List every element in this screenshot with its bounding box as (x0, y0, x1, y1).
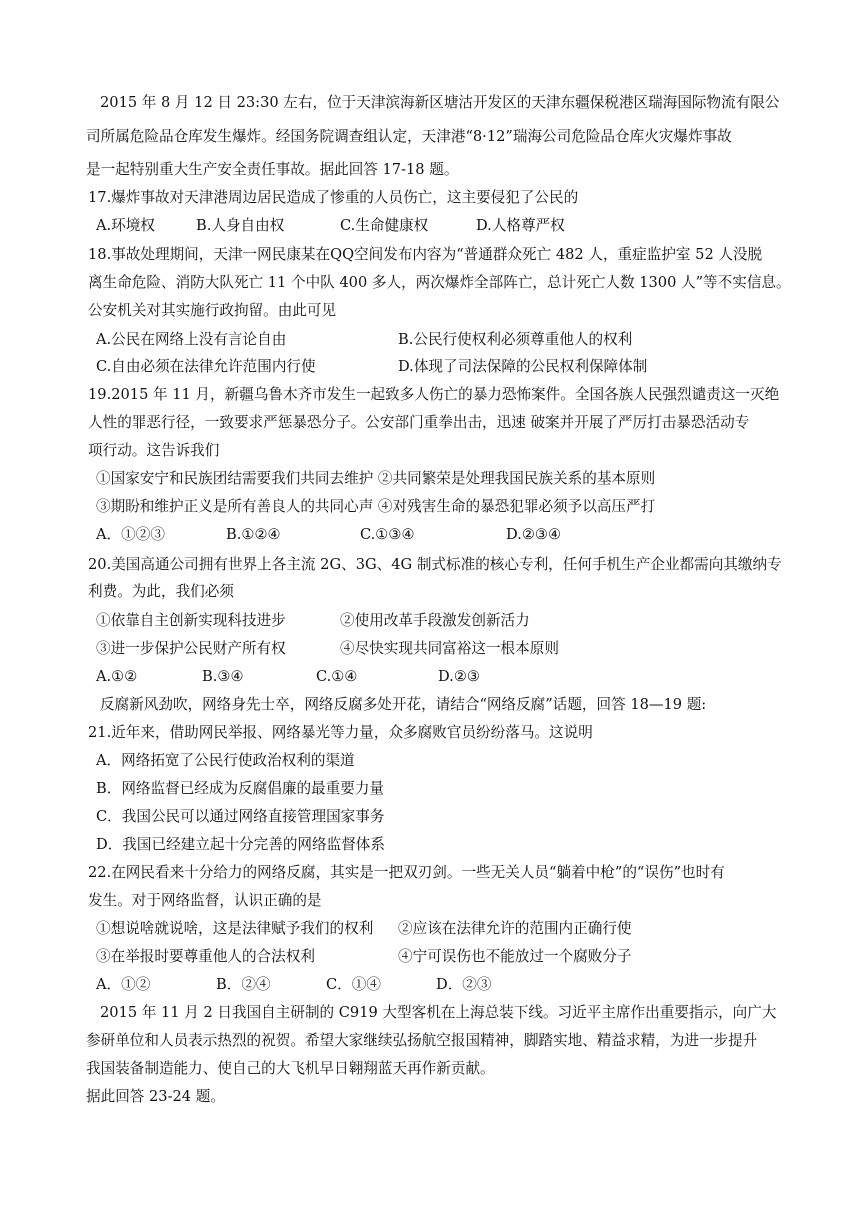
q17-option-c: C.生命健康权 (340, 217, 429, 234)
q17-option-a: A.环境权 (96, 217, 155, 234)
q20-item-4: ④尽快实现共同富裕这一根本原则 (340, 640, 559, 657)
q22-option-c: C．①④ (326, 976, 381, 993)
q17-option-d: D.人格尊严权 (476, 217, 565, 234)
q21-option-b: B．网络监督已经成为反腐倡廉的最重要力量 (96, 780, 385, 797)
intro3-line-3: 我国装备制造能力、使自己的大飞机早日翱翔蓝天再作新贡献。 (86, 1060, 495, 1077)
q20-option-c: C.①④ (316, 668, 358, 685)
q18-stem-line-1: 18.事故处理期间，天津一网民康某在QQ空间发布内容为“普通群众死亡 482 人，重症监护室 52 人没脱 (88, 246, 763, 263)
q22-item-1: ①想说啥就说啥，这是法律赋予我们的权利 (96, 920, 374, 937)
q17-stem: 17.爆炸事故对天津港周边居民造成了惨重的人员伤亡，这主要侵犯了公民的 (88, 189, 579, 206)
q18-stem-line-2: 离生命危险、消防大队死亡 11 个中队 400 多人，两次爆炸全部阵亡，总计死亡人数 1300 人”等不实信息。 (88, 274, 791, 291)
q21-option-c: C．我国公民可以通过网络直接管理国家事务 (96, 808, 385, 825)
q22-option-d: D．②③ (436, 976, 492, 993)
q21-option-a: A．网络拓宽了公民行使政治权利的渠道 (96, 752, 355, 769)
q20-stem-line-1: 20.美国高通公司拥有世界上各主流 2G、3G、4G 制式标准的核心专利，任何手机生产企业都需向其缴纳专 (88, 556, 782, 573)
q19-stem-line-3: 项行动。这告诉我们 (88, 442, 220, 459)
q20-stem-line-2: 利费。为此，我们必须 (88, 583, 234, 600)
q22-option-b: B．②④ (216, 976, 271, 993)
q20-item-3: ③进一步保护公民财产所有权 (96, 640, 286, 657)
q19-item-row-2: ③期盼和维护正义是所有善良人的共同心声 ④对残害生命的暴恐犯罪必须予以高压严打 (96, 498, 656, 515)
intro3-line-4: 据此回答 23-24 题。 (86, 1088, 225, 1105)
q17-option-b: B.人身自由权 (196, 217, 285, 234)
q22-item-3: ③在举报时要尊重他人的合法权利 (96, 948, 315, 965)
q22-option-a: A．①② (96, 976, 151, 993)
q20-option-a: A.①② (96, 668, 138, 685)
intro1-line-3: 是一起特别重大生产安全责任事故。据此回答 17-18 题。 (86, 161, 459, 178)
q20-option-b: B.③④ (202, 668, 244, 685)
q22-stem-line-2: 发生。对于网络监督，认识正确的是 (88, 892, 322, 909)
q21-stem: 21.近年来，借助网民举报、网络暴光等力量，众多腐败官员纷纷落马。这说明 (88, 724, 593, 741)
q20-item-2: ②使用改革手段激发创新活力 (340, 612, 530, 629)
q18-option-b: B.公民行使权利必须尊重他人的权利 (398, 331, 633, 348)
q19-option-c: C.①③④ (360, 526, 415, 543)
q22-stem-line-1: 22.在网民看来十分给力的网络反腐，其实是一把双刃剑。一些无关人员“躺着中枪”的“误伤”也时有 (88, 864, 725, 881)
intro3-line-2: 参研单位和人员表示热烈的祝贺。希望大家继续弘扬航空报国精神，脚踏实地、精益求精，为进一步提升 (86, 1032, 758, 1049)
q19-option-a: A．①②③ (96, 526, 165, 543)
q18-option-a: A.公民在网络上没有言论自由 (96, 331, 287, 348)
q19-stem-line-2: 人性的罪恶行径，一致要求严惩暴恐分子。公安部门重拳出击，迅速 破案并开展了严厉打击暴恐活动专 (88, 414, 750, 431)
q21-option-d: D．我国已经建立起十分完善的网络监督体系 (96, 836, 385, 853)
intro2: 反腐新风劲吹，网络身先士卒，网络反腐多处开花，请结合“网络反腐”话题，回答 18—19 题: (100, 696, 707, 713)
q18-option-c: C.自由必须在法律允许范围内行使 (96, 358, 316, 375)
q19-item-row-1: ①国家安宁和民族团结需要我们共同去维护 ②共同繁荣是处理我国民族关系的基本原则 (96, 470, 656, 487)
q19-stem-line-1: 19.2015 年 11 月，新疆乌鲁木齐市发生一起致多人伤亡的暴力恐怖案件。全国各族人民强烈谴责这一灭绝 (88, 386, 780, 403)
q19-option-b: B.①②④ (226, 526, 281, 543)
q22-item-2: ②应该在法律允许的范围内正确行使 (398, 920, 632, 937)
q19-option-d: D.②③④ (506, 526, 562, 543)
q22-item-4: ④宁可误伤也不能放过一个腐败分子 (398, 948, 632, 965)
intro1-line-2: 司所属危险品仓库发生爆炸。经国务院调查组认定，天津港“8·12”瑞海公司危险品仓库火灾爆炸事故 (86, 128, 732, 145)
intro3-line-1: 2015 年 11 月 2 日我国自主研制的 C919 大型客机在上海总装下线。习近平主席作出重要指示，向广大 (100, 1004, 777, 1021)
q18-stem-line-3: 公安机关对其实施行政拘留。由此可见 (88, 302, 337, 319)
intro1-line-1: 2015 年 8 月 12 日 23:30 左右，位于天津滨海新区塘沽开发区的天津东疆保税港区瑞海国际物流有限公 (100, 94, 780, 111)
q20-item-1: ①依靠自主创新实现科技进步 (96, 612, 286, 629)
q18-option-d: D.体现了司法保障的公民权利保障体制 (398, 358, 648, 375)
q20-option-d: D.②③ (438, 668, 480, 685)
